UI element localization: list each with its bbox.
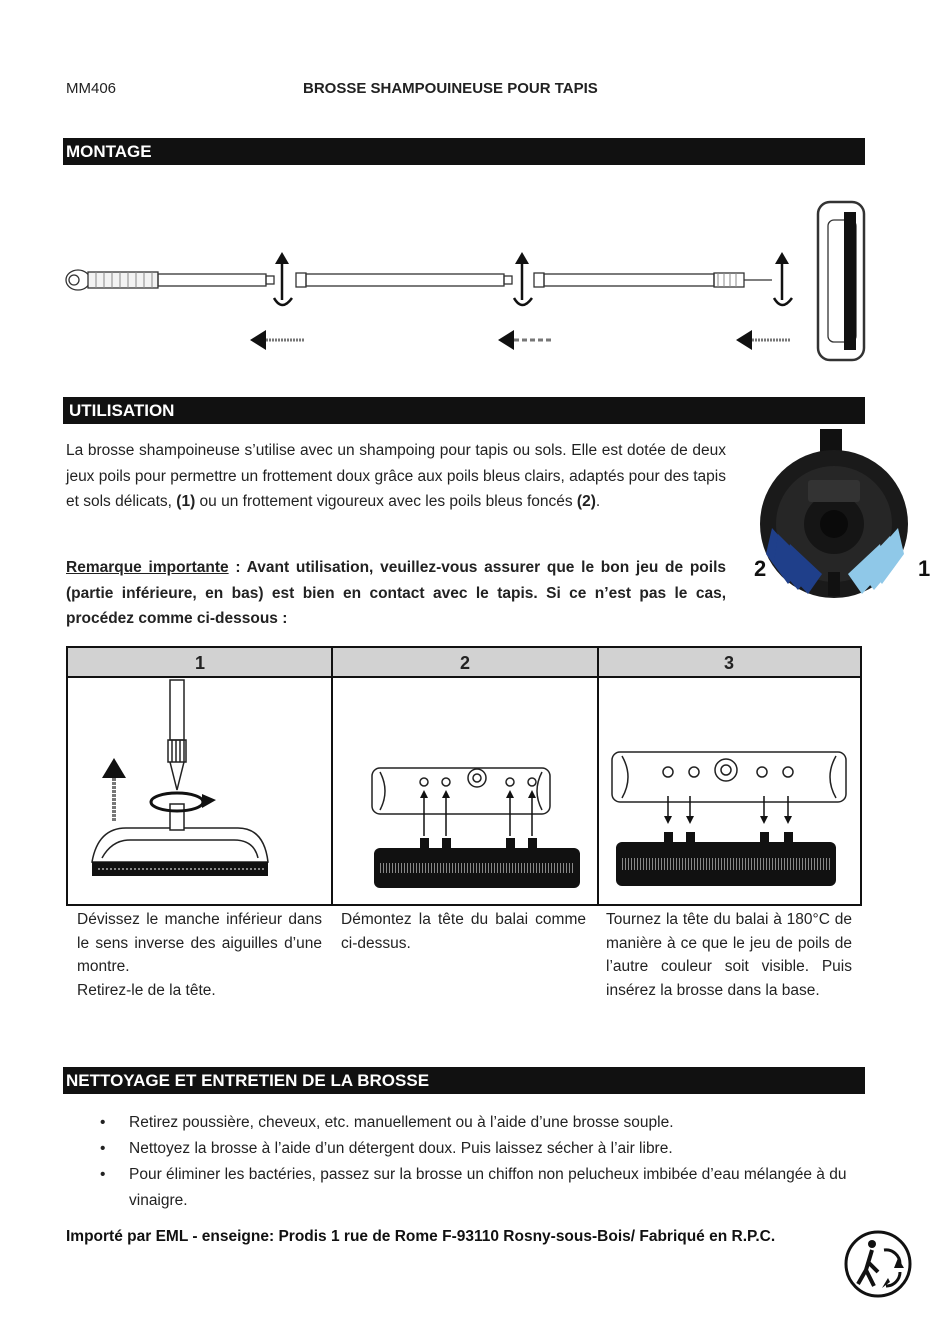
light-bristles-label: 1 — [918, 556, 931, 581]
step-3-header: 3 — [598, 648, 860, 678]
product-reference: MM406 — [66, 80, 117, 97]
column-divider — [331, 648, 333, 904]
step-2-illustration — [334, 678, 596, 904]
dark-bristles-label: 2 — [754, 556, 767, 581]
step-1-illustration — [68, 678, 330, 904]
section-montage-title: MONTAGE — [63, 138, 865, 165]
column-divider — [597, 648, 599, 904]
step-3-caption: Tournez la tête du balai à 180°C de manière à ce que le jeu de poils de l’autre couleur soit visible. Puis insérez la brosse dans la base. — [606, 911, 852, 999]
importer-notice: Importé par EML - enseigne: Prodis 1 rue de Rome F-93110 Rosny-sous-Bois/ Fabriqué en R.P.C. — [66, 1228, 776, 1245]
brush-bristles-illustration — [748, 424, 948, 599]
document-title: BROSSE SHAMPOUINEUSE POUR TAPIS — [303, 80, 598, 97]
step-2-caption: Démontez la tête du balai comme ci-dessus. — [341, 911, 586, 952]
arrow-left-icon — [250, 330, 304, 350]
step-1-header: 1 — [68, 648, 332, 678]
triman-recycling-icon — [842, 1228, 914, 1300]
steps-table — [66, 646, 862, 906]
step-2-header: 2 — [332, 648, 598, 678]
up-arrow-icon — [102, 758, 126, 822]
usage-paragraph: La brosse shampoineuse s’utilise avec un shampoing pour tapis ou sols. Elle est dotée de deux jeux poils pour permettre un frottement doux grâce aux poils bleus clairs, adaptés pour des tapis et sols délicats, (1) ou un frottement vigoureux avec les poils bleus foncés (2). — [66, 442, 726, 510]
important-remark: Remarque importante : Avant utilisation, veuillez-vous assurer que le bon jeu de poils (partie inférieure, en bas) est bien en contact avec le tapis. Si ce n’est pas le cas, procédez comme ci-dessous : — [66, 559, 727, 627]
bullet: • — [100, 1114, 106, 1131]
step-1-caption: Dévissez le manche inférieur dans le sens inverse des aiguilles d’une montre. Retirez-le de la tête. — [77, 911, 322, 999]
bullet: • — [100, 1140, 106, 1157]
bullet: • — [100, 1166, 106, 1183]
step-3-illustration — [600, 678, 862, 904]
section-utilisation-title: UTILISATION — [63, 397, 865, 424]
section-nettoyage-title: NETTOYAGE ET ENTRETIEN DE LA BROSSE — [63, 1067, 865, 1094]
assembly-illustration — [60, 190, 870, 375]
